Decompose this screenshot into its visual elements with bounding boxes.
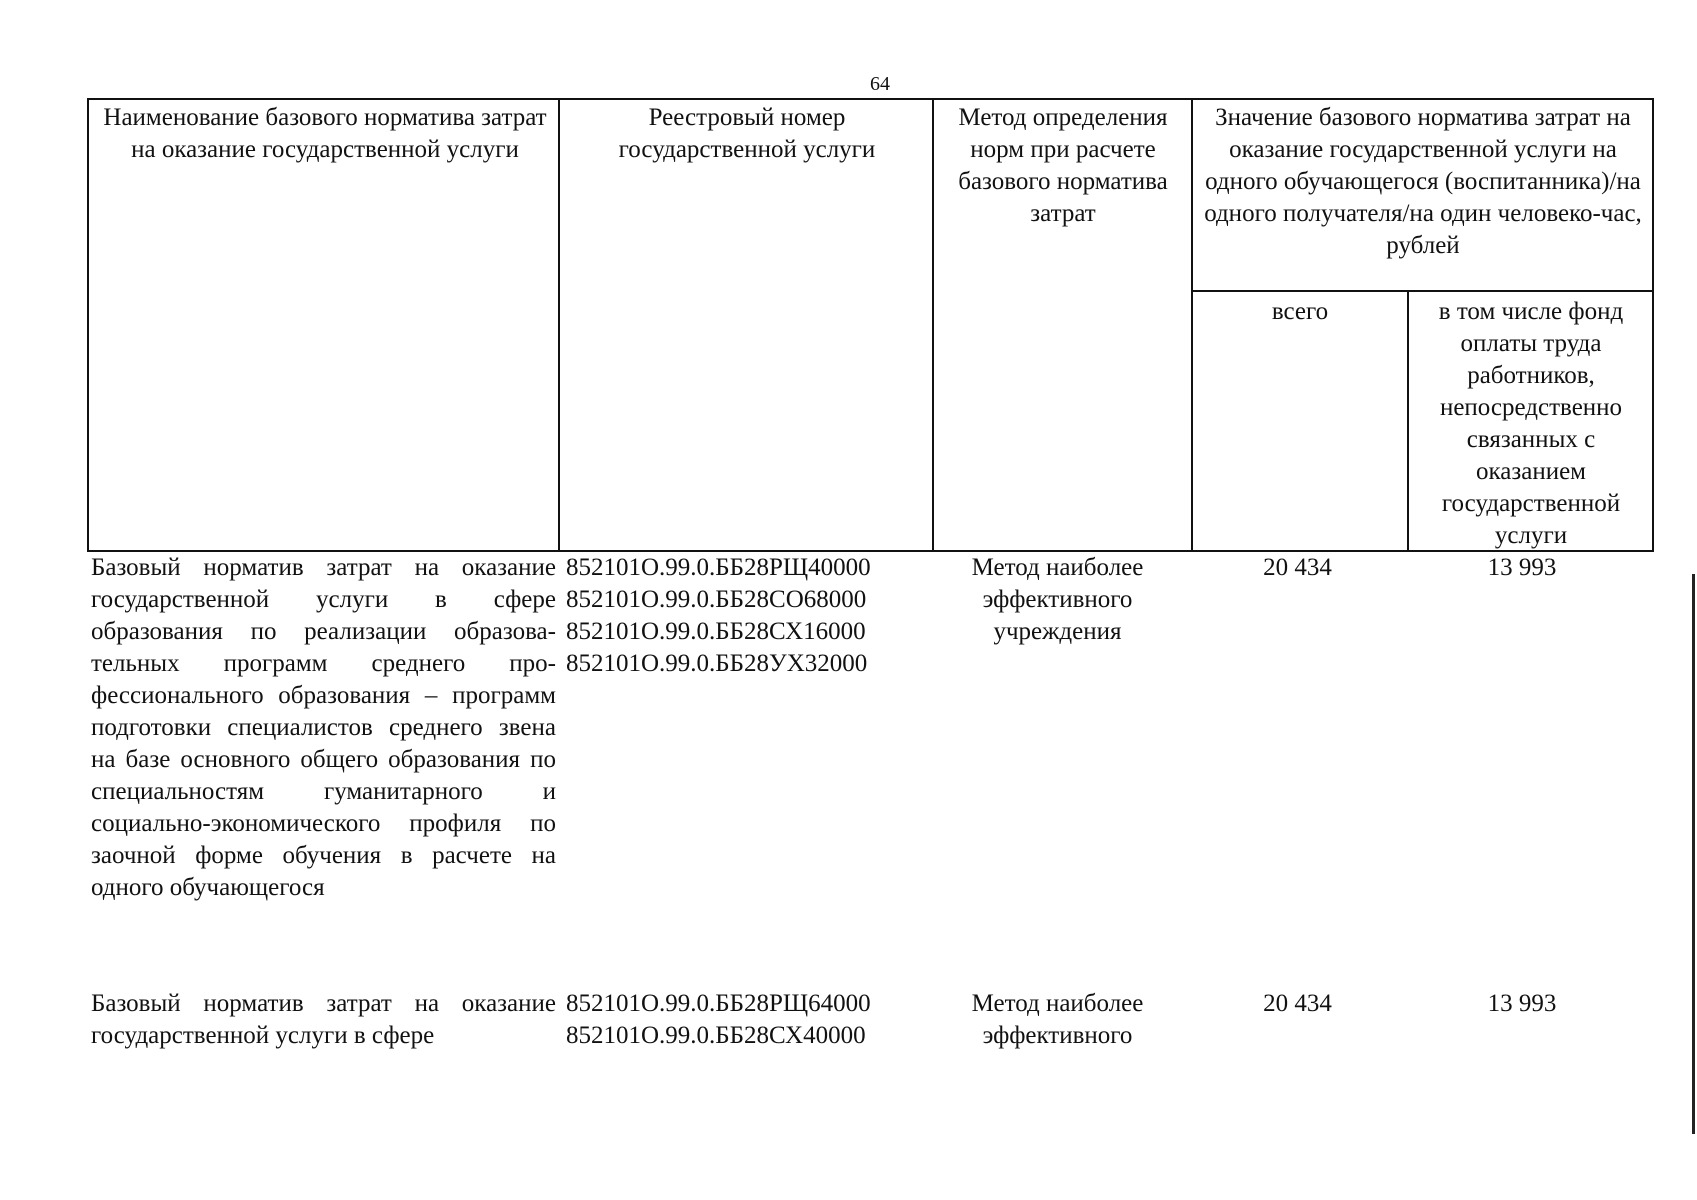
norm-name: Базовый норматив затрат на оказание государственной услуги в сфере	[91, 990, 556, 1049]
registry-code: 852101О.99.0.ББ28СО68000	[566, 586, 867, 613]
registry-codes	[566, 552, 938, 680]
norm-name: Базовый норматив затрат на оказание государственной услуги в сфере образования по реализации образовательных программ среднего профессионального образования – программ подготовки специалистов среднего звена на базе основного общего образования по специальностям гуманитарного и социально-экономического профиля по заочной форме обучения в расчете на одного обучающегося	[91, 554, 556, 901]
scan-edge-line	[1692, 574, 1695, 1134]
table-header	[87, 98, 1654, 552]
total-value: 20 434	[1263, 990, 1332, 1017]
header-divider-4	[1407, 291, 1409, 552]
table-row	[87, 988, 1654, 1058]
payroll-value: 13 993	[1487, 990, 1557, 1017]
header-name-column: Наименование базового норматива затрат на оказание государственной услуги	[103, 104, 547, 163]
header-payroll-subcolumn: в том числе фонд оплаты труда работников, непосредственно связанных с оказанием государственной услуги	[1438, 298, 1624, 549]
header-method-column: Метод определения норм при расчете базового норматива затрат	[958, 104, 1168, 227]
header-right-border	[1652, 98, 1654, 552]
header-value-column: Значение базового норматива затрат на оказание государственной услуги на одного обучающегося (воспитанника)/на одного получателя/на один человеко-час, рублей	[1204, 104, 1642, 259]
header-divider-1	[558, 98, 560, 552]
header-total-subcolumn: всего	[1271, 298, 1329, 325]
registry-code: 852101О.99.0.ББ28СХ16000	[566, 618, 866, 645]
payroll-value: 13 993	[1487, 554, 1557, 581]
header-registry-column: Реестровый номер государственной услуги	[618, 104, 876, 163]
total-value: 20 434	[1263, 554, 1332, 581]
calculation-method: Метод наиболее эффективного	[971, 990, 1144, 1049]
calculation-method: Метод наиболее эффективного учреждения	[971, 554, 1144, 645]
registry-code: 852101О.99.0.ББ28РЩ40000	[566, 554, 871, 581]
header-left-border	[87, 98, 89, 552]
registry-code: 852101О.99.0.ББ28УХ32000	[566, 650, 868, 677]
registry-codes	[566, 988, 938, 1052]
registry-code: 852101О.99.0.ББ28РЩ64000	[566, 990, 871, 1017]
table-row	[87, 552, 1654, 942]
registry-code: 852101О.99.0.ББ28СХ40000	[566, 1022, 866, 1049]
page-number: 64	[870, 73, 890, 95]
header-divider-2	[932, 98, 934, 552]
